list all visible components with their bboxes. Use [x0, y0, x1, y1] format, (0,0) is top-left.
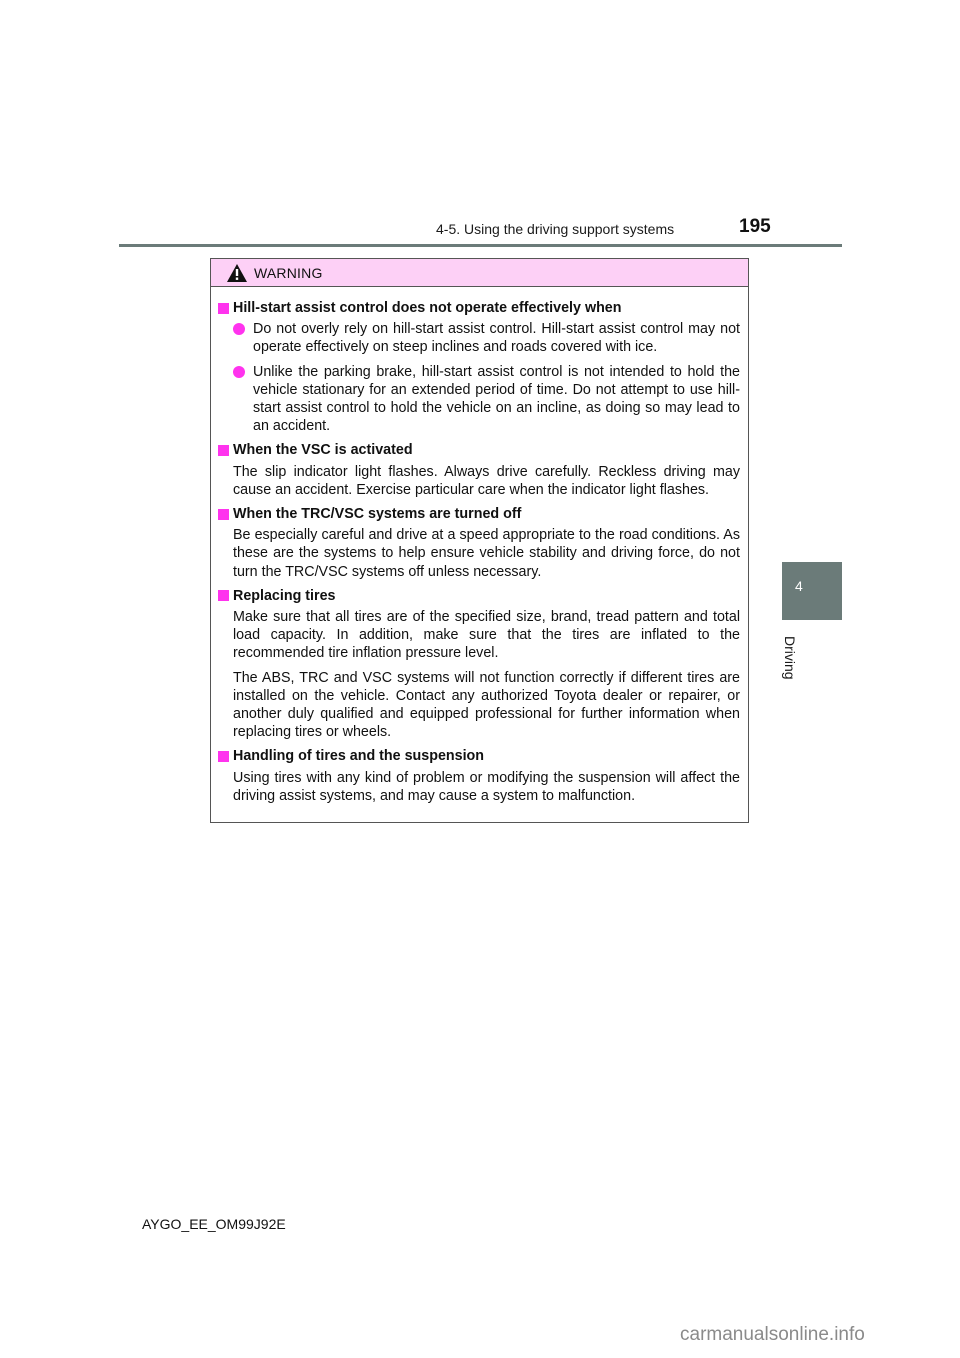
warning-title: WARNING [254, 264, 323, 281]
chapter-number: 4 [795, 578, 803, 594]
paragraph: Be especially careful and drive at a speed appropriate to the road conditions. As these are the systems to help ensure vehicle stability and driving force, do not turn the TRC/VSC systems off unless necessary. [233, 527, 740, 580]
warning-section-trc-vsc-off [218, 505, 740, 581]
page-number: 195 [739, 216, 771, 237]
chapter-tab [782, 562, 842, 620]
paragraph: Using tires with any kind of problem or modifying the suspension will affect the driving assist systems, and may cause a system to malfunction. [233, 769, 740, 804]
document-code: AYGO_EE_OM99J92E [142, 1216, 286, 1232]
paragraph: The slip indicator light flashes. Always drive carefully. Reckless driving may cause an accident. Exercise particular care when the indicator light flashes. [233, 463, 740, 498]
dot-bullet-icon [233, 366, 245, 378]
warning-header [211, 259, 748, 287]
section-heading: When the VSC is activated [218, 441, 740, 459]
paragraph: The ABS, TRC and VSC systems will not function correctly if different tires are installed on the vehicle. Contact any authorized Toyota dealer or repairer, or another duly qualified and equipped professional for further information when replacing tires or wheels. [233, 669, 740, 741]
square-bullet-icon [218, 751, 229, 762]
warning-section-hill-start [218, 299, 740, 435]
square-bullet-icon [218, 445, 229, 456]
warning-body [211, 287, 748, 805]
dot-bullet-icon [233, 323, 245, 335]
chapter-label: Driving [782, 636, 798, 680]
warning-section-replacing-tires [218, 587, 740, 742]
section-heading: Replacing tires [218, 587, 740, 605]
warning-triangle-icon [227, 264, 247, 282]
square-bullet-icon [218, 590, 229, 601]
list-item: Unlike the parking brake, hill-start assist control is not intended to hold the vehicle stationary for an extended period of time. Do not attempt to use hill-start assist control to hold the vehicle on an incline, as doing so may lead to an accident. [218, 363, 740, 436]
paragraph: Make sure that all tires are of the specified size, brand, tread pattern and total load capacity. In addition, make sure that the tires are inflated to the recommended tire inflation pressure level. [233, 609, 740, 662]
warning-section-tires-suspension [218, 747, 740, 805]
square-bullet-icon [218, 303, 229, 314]
square-bullet-icon [218, 509, 229, 520]
header-section-title: 4-5. Using the driving support systems [436, 221, 675, 237]
list-item: Do not overly rely on hill-start assist control. Hill-start assist control may not operate effectively on steep inclines and roads covered with ice. [218, 320, 740, 356]
section-heading: Hill-start assist control does not operate effectively when [218, 299, 740, 317]
watermark-link[interactable]: carmanualsonline.info [680, 1324, 865, 1345]
warning-box [210, 258, 749, 823]
header-rule [119, 244, 842, 247]
section-heading: When the TRC/VSC systems are turned off [218, 505, 740, 523]
warning-section-vsc-activated [218, 441, 740, 499]
section-heading: Handling of tires and the suspension [218, 747, 740, 765]
